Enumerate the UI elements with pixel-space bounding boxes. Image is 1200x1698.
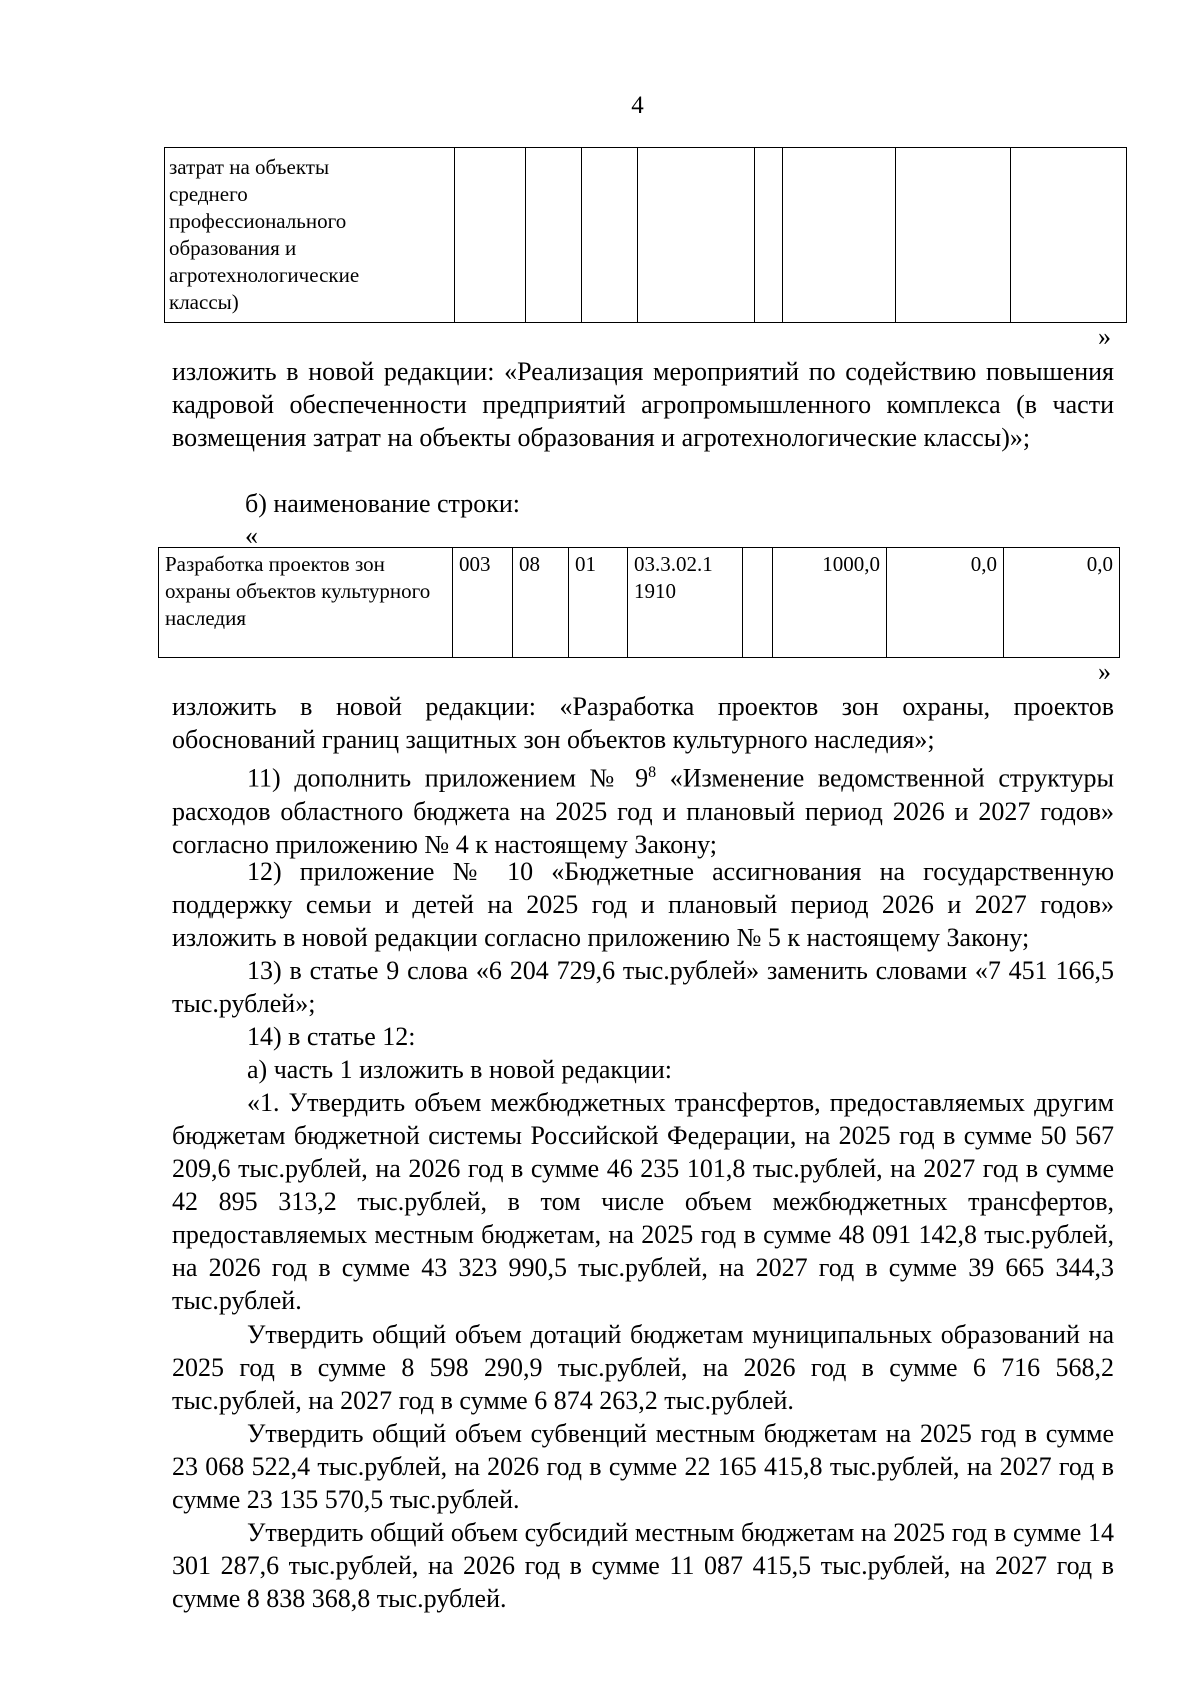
name-line: профессионального [169,209,347,233]
item-12: 12) приложение № 10 «Бюджетные ассигнования на государственную поддержку семьи и детей на 2025 год и плановый период 2026 и 2027 годов» изложить в новой редакции согласно приложению № 5 к настоящему Закону; [172,857,1114,952]
name-line: образования и [169,236,297,260]
table-row [165,148,1127,323]
table-cell-code: 08 [513,548,569,658]
table-cell-amount: 1000,0 [773,548,887,658]
code-line: 1910 [634,579,676,603]
paragraph-subventions: Утвердить общий объем субвенций местным бюджетам на 2025 год в сумме 23 068 522,4 тыс.рублей, на 2026 год в сумме 22 165 415,8 тыс.рублей, на 2027 год в сумме 23 135 570,5 тыс.рублей. [172,1419,1114,1514]
table-cell [526,148,582,323]
subitem-a: а) часть 1 изложить в новой редакции: [247,1055,672,1084]
table-cell [755,148,783,323]
name-line: классы) [169,290,239,314]
table-cell [783,148,896,323]
item-14: 14) в статье 12: [247,1022,416,1051]
table-fragment-1 [164,147,1127,323]
table-cell-name: Разработка проектов зон охраны объектов культурного наследия [159,548,453,658]
page-number: 4 [631,92,644,119]
name-line: затрат на объекты [169,155,330,179]
item-11 [172,756,1114,861]
name-line: агротехнологические [169,263,360,287]
table-cell-name [165,148,455,323]
paragraph-new-wording-2: изложить в новой редакции: «Разработка проектов зон охраны, проектов обоснований границ защитных зон объектов культурного наследия»; [172,692,1114,754]
table-cell [896,148,1011,323]
table-fragment-2 [158,547,1120,658]
table-cell-code: 003 [453,548,513,658]
table-cell-amount: 0,0 [887,548,1004,658]
name-line: среднего [169,182,248,206]
closing-quote: » [1098,657,1111,686]
table-cell [743,548,773,658]
table-cell-code: 01 [569,548,628,658]
table-cell-code [628,548,743,658]
closing-quote: » [1098,322,1111,351]
opening-quote: « [245,521,258,550]
code-line: 03.3.02.1 [634,552,713,576]
table-cell [582,148,638,323]
table-cell [455,148,526,323]
table-cell [1011,148,1127,323]
paragraph-new-wording-1: изложить в новой редакции: «Реализация мероприятий по содействию повышения кадровой обеспеченности предприятий агропромышленного комплекса (в части возмещения затрат на объекты образования и агротехнологические классы)»; [172,357,1114,452]
table-cell [638,148,755,323]
subitem-b: б) наименование строки: [245,489,520,518]
item-11-superscript: 8 [648,764,657,781]
paragraph-subsidies: Утвердить общий объем субсидий местным бюджетам на 2025 год в сумме 14 301 287,6 тыс.рублей, на 2026 год в сумме 11 087 415,5 тыс.рублей, на 2027 год в сумме 8 838 368,8 тыс.рублей. [172,1518,1114,1613]
table-row [159,548,1120,658]
item-11-text-rest: «Изменение ведомственной структуры расходов областного бюджета на 2025 год и плановый период 2026 и 2027 годов» согласно приложению № 4 к настоящему Закону; [172,763,1114,859]
item-13: 13) в статье 9 слова «6 204 729,6 тыс.рублей» заменить словами «7 451 166,5 тыс.рублей»; [172,956,1114,1018]
table-cell-amount: 0,0 [1004,548,1120,658]
item-11-text: 11) дополнить приложением № 9 [247,763,649,793]
paragraph-dotations: Утвердить общий объем дотаций бюджетам муниципальных образований на 2025 год в сумме 8 598 290,9 тыс.рублей, на 2026 год в сумме 6 716 568,2 тыс.рублей, на 2027 год в сумме 6 874 263,2 тыс.рублей. [172,1320,1114,1415]
paragraph-part-1: «1. Утвердить объем межбюджетных трансфертов, предоставляемых другим бюджетам бюджетной системы Российской Федерации, на 2025 год в сумме 50 567 209,6 тыс.рублей, на 2026 год в сумме 46 235 101,8 тыс.рублей, на 2027 год в сумме 42 895 313,2 тыс.рублей, в том числе объем межбюджетных трансфертов, предоставляемых местным бюджетам, на 2025 год в сумме 48 091 142,8 тыс.рублей, на 2026 год в сумме 43 323 990,5 тыс.рублей, на 2027 год в сумме 39 665 344,3 тыс.рублей. [172,1088,1114,1315]
